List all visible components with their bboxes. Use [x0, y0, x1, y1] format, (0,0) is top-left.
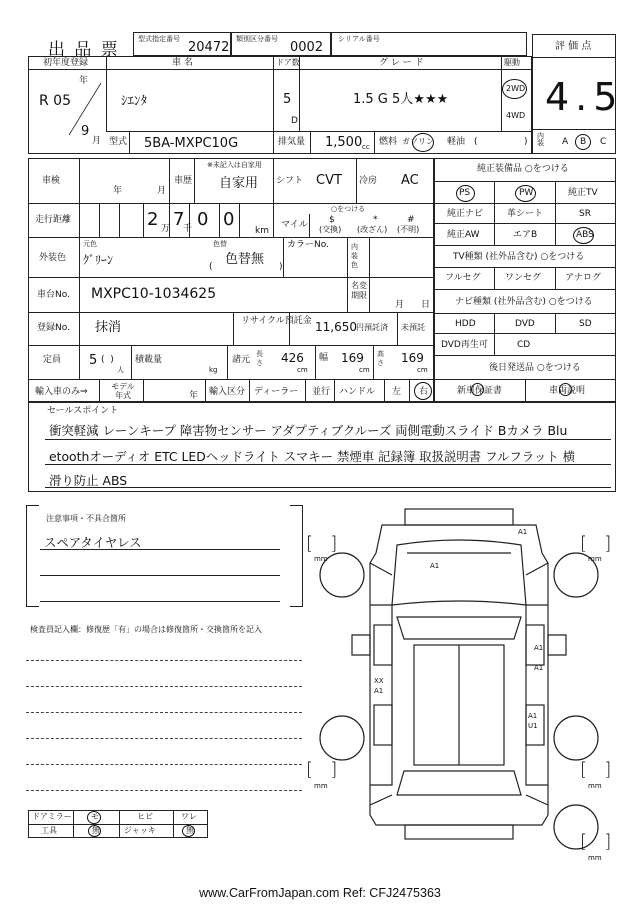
abs-circle — [573, 227, 594, 244]
grade-value: 1.5 G 5人★★★ — [353, 92, 449, 107]
footer-ref: www.CarFromJapan.com Ref: CFJ2475363 — [199, 886, 441, 900]
warranty-circle — [471, 383, 484, 396]
type-approval-number: 20472 — [188, 40, 230, 55]
sales-point-line-2: etoothオーディオ ETC LEDヘッドライト スマキー 禁煙車 記録簿 取扱説明書 フルフラット 横 — [49, 449, 575, 464]
damage-mark: XX — [374, 677, 384, 685]
first-reg-month: 9 — [81, 124, 90, 139]
jack-circle — [182, 825, 195, 837]
mileage-display: 2 万 7 千 0 0 km — [79, 203, 269, 237]
score-box: 評 価 点 4.5 内装 A B C — [532, 34, 616, 154]
damage-mark: U1 — [528, 722, 538, 730]
car-name: ｼｴﾝﾀ — [121, 94, 147, 109]
ps-circle — [456, 185, 475, 202]
serial-box: シリアル番号 — [331, 32, 527, 56]
fuel-circle — [412, 133, 434, 152]
original-color: ｸﾞﾘｰﾝ — [83, 253, 114, 267]
car-outline-svg — [302, 505, 616, 865]
model-code: 5BA-MXPC10G — [144, 136, 239, 151]
width-value: 169 — [341, 351, 364, 365]
repaint-status: 色替無 — [225, 252, 265, 267]
form-title: 出 品 票 — [48, 40, 120, 60]
fuel-gasoline: ガソリン — [402, 137, 434, 146]
inspector-label: 検査員記入欄：修復歴「有」の場合は修復箇所・交換箇所を記入 — [30, 625, 262, 634]
displacement: 1,500 — [325, 135, 363, 150]
damage-mark: A1 — [534, 644, 544, 652]
registration-block: 初年度登録 車 名 ドア数 グ レ ー ド 駆動 年 R 05 9 月 ｼｴﾝﾀ 5 D 1.5 G 5人★★★ 2WD 4WD 型式 5BA-MXPC10G 排気量 1,500 cc 燃料 ガソリン 軽油 ( ) — [28, 56, 532, 154]
car-history: 自家用 — [219, 176, 259, 191]
chassis-number: MXPC10-1034625 — [91, 286, 217, 302]
mirror-tool-table: ドアミラー モ ヒビ ワレ 工具 無 ジャッキ 無 — [28, 810, 208, 838]
shift-type: CVT — [316, 173, 342, 188]
register-number: 抹消 — [95, 320, 122, 335]
length-value: 426 — [281, 351, 304, 365]
inspector-lines — [26, 640, 302, 800]
score-value: 4.5 — [545, 75, 624, 119]
tools-circle — [88, 825, 101, 837]
ac-type: AC — [401, 173, 419, 188]
notes-section: 注意事項・不具合箇所 スペアタイヤレス — [26, 505, 302, 610]
pw-circle — [515, 185, 536, 202]
note-line-1: スペアタイヤレス — [44, 535, 142, 550]
category-box: 類別区分番号 0002 — [231, 32, 331, 56]
sales-point-line-1: 衝突軽減 レーンキープ 障害物センサー アダプティブクルーズ 両側電動スライド Bカメラ Blu — [49, 423, 568, 438]
score-label: 評 価 点 — [555, 41, 592, 52]
recycle-amount: 11,650 — [315, 320, 357, 334]
damage-mark: A1 — [430, 562, 440, 570]
damage-mark: A1 — [374, 687, 384, 695]
details-block: 車検 年 月 車歴 ※未記入は自家用 自家用 シフト CVT 冷房 AC 走行距離 2 万 7 千 0 0 km マイル ○をつける $ (交換) * (改ざん) # (不明) 外装色 元色 ｸﾞﾘｰﾝ 色替 ( 色替無 ) カラーNo. 内装色 車台No. MXPC10-1034625 名変期限 月 日 登録No. 抹消 リサイクル預託金 11,650 円預託済 未預託 定員 5 ( ) 人 積載量 kg 諸元 長さ 426 cm 幅 169 cm 高さ 169 cm 輸入車のみ⇒ モデル年式 年 輸入区分 ディーラー 並行 ハンドル 左 右 — [28, 158, 434, 402]
damage-mark: A1 — [518, 528, 528, 536]
sales-point-block — [28, 402, 616, 492]
category-number: 0002 — [290, 40, 324, 55]
handle-right-circle — [414, 382, 432, 400]
sales-point-label: セールスポイント — [47, 406, 119, 416]
manual-circle — [559, 383, 572, 396]
door-count: 5 — [283, 92, 292, 107]
mirror-circle — [87, 811, 101, 824]
equipment-block: 純正装備品 ○をつける PS PW 純正TV 純正ナビ 革シート SR 純正AW エアB ABS TV種類 (社外品含む) ○をつける フルセグ ワンセグ アナログ ナビ種類 (社外品含む) ○をつける HDD DVD SD DVD再生可 CD 後日発送品 ○をつける 新車保証書 車両説明 — [434, 158, 616, 402]
first-reg-era: R 05 — [39, 93, 71, 109]
interior-grade-circle — [575, 134, 591, 150]
first-reg-label: 初年度登録 — [43, 58, 89, 68]
damage-mark: A1 — [528, 712, 538, 720]
capacity: 5 — [89, 353, 98, 368]
sales-point-line-3: 滑り防止 ABS — [49, 473, 128, 488]
type-approval-box: 型式指定番号 20472 — [133, 32, 231, 56]
damage-mark: A1 — [534, 664, 544, 672]
damage-diagram: A1 A1 A1 A1 XX A1 A1 U1 [ ] mm [ ] mm [ ] mm [ ] mm [ ] mm — [302, 505, 616, 865]
height-value: 169 — [401, 351, 424, 365]
